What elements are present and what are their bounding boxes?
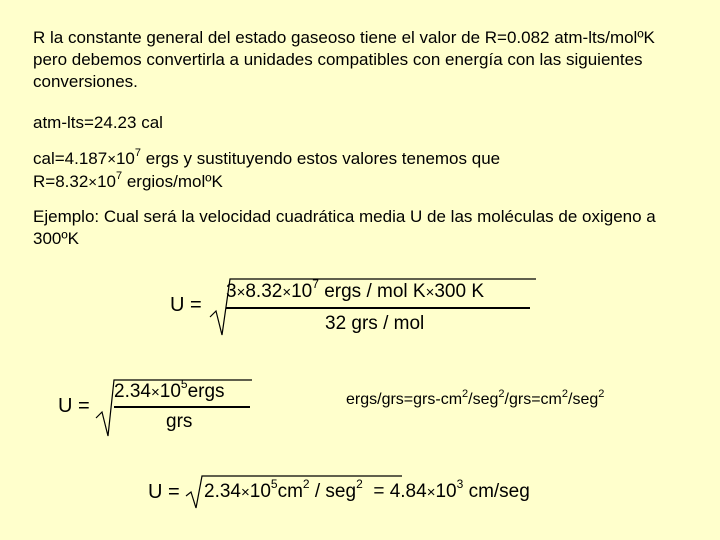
fraction-bar	[226, 307, 530, 309]
exponent: 7	[134, 147, 142, 160]
ten-text: 10	[97, 172, 116, 191]
ten-text: 10	[115, 149, 135, 168]
eq1-lhs: U =	[170, 294, 202, 316]
ergs-text: ergs y sustituyendo estos valores tenemos que	[141, 149, 501, 168]
intro-paragraph: R la constante general del estado gaseoso tiene el valor de R=0.082 atm-lts/molºK pero debemos convertirla a unidades compatibles con energía con las siguientes conversiones.	[33, 28, 655, 91]
cal-text: cal=4.187	[33, 149, 108, 168]
r-value-text: R=8.32	[33, 172, 89, 191]
r-unit-text: ergios/molºK	[122, 172, 223, 191]
eq1-numerator: $3\times 8.32\times 10^7$ ergs / mol K×300 K	[226, 276, 484, 302]
eq2-lhs: U =	[58, 395, 90, 417]
eq2-denominator: grs	[166, 411, 193, 432]
exponent: 7	[115, 170, 123, 183]
times-symbol: ×	[107, 151, 116, 168]
eq3-lhs: U =	[148, 481, 180, 503]
eq1-denominator: 32 grs / mol	[325, 313, 425, 334]
times-symbol: ×	[88, 174, 98, 191]
equation-2	[58, 378, 278, 440]
example-paragraph: Ejemplo: Cual será la velocidad cuadrática media U de las moléculas de oxigeno a 300ºK	[33, 207, 656, 248]
equation-3	[148, 472, 618, 512]
equation-1	[170, 275, 550, 345]
fraction-bar	[114, 406, 250, 408]
eq2-numerator: $2.34\times 10^5ergs$	[114, 376, 225, 402]
conversion-cal-ergs	[33, 148, 693, 194]
unit-note: ergs/$grs=grs-cm^2/seg^2/grs=cm^2/seg^2$	[346, 387, 605, 408]
eq3-expression: $2.34\times 10^5cm^2 / seg^2 = 4.84\times 10^3$ cm/seg	[204, 476, 530, 502]
conversion-atm-lts: atm-lts=24.23 cal	[33, 113, 163, 132]
